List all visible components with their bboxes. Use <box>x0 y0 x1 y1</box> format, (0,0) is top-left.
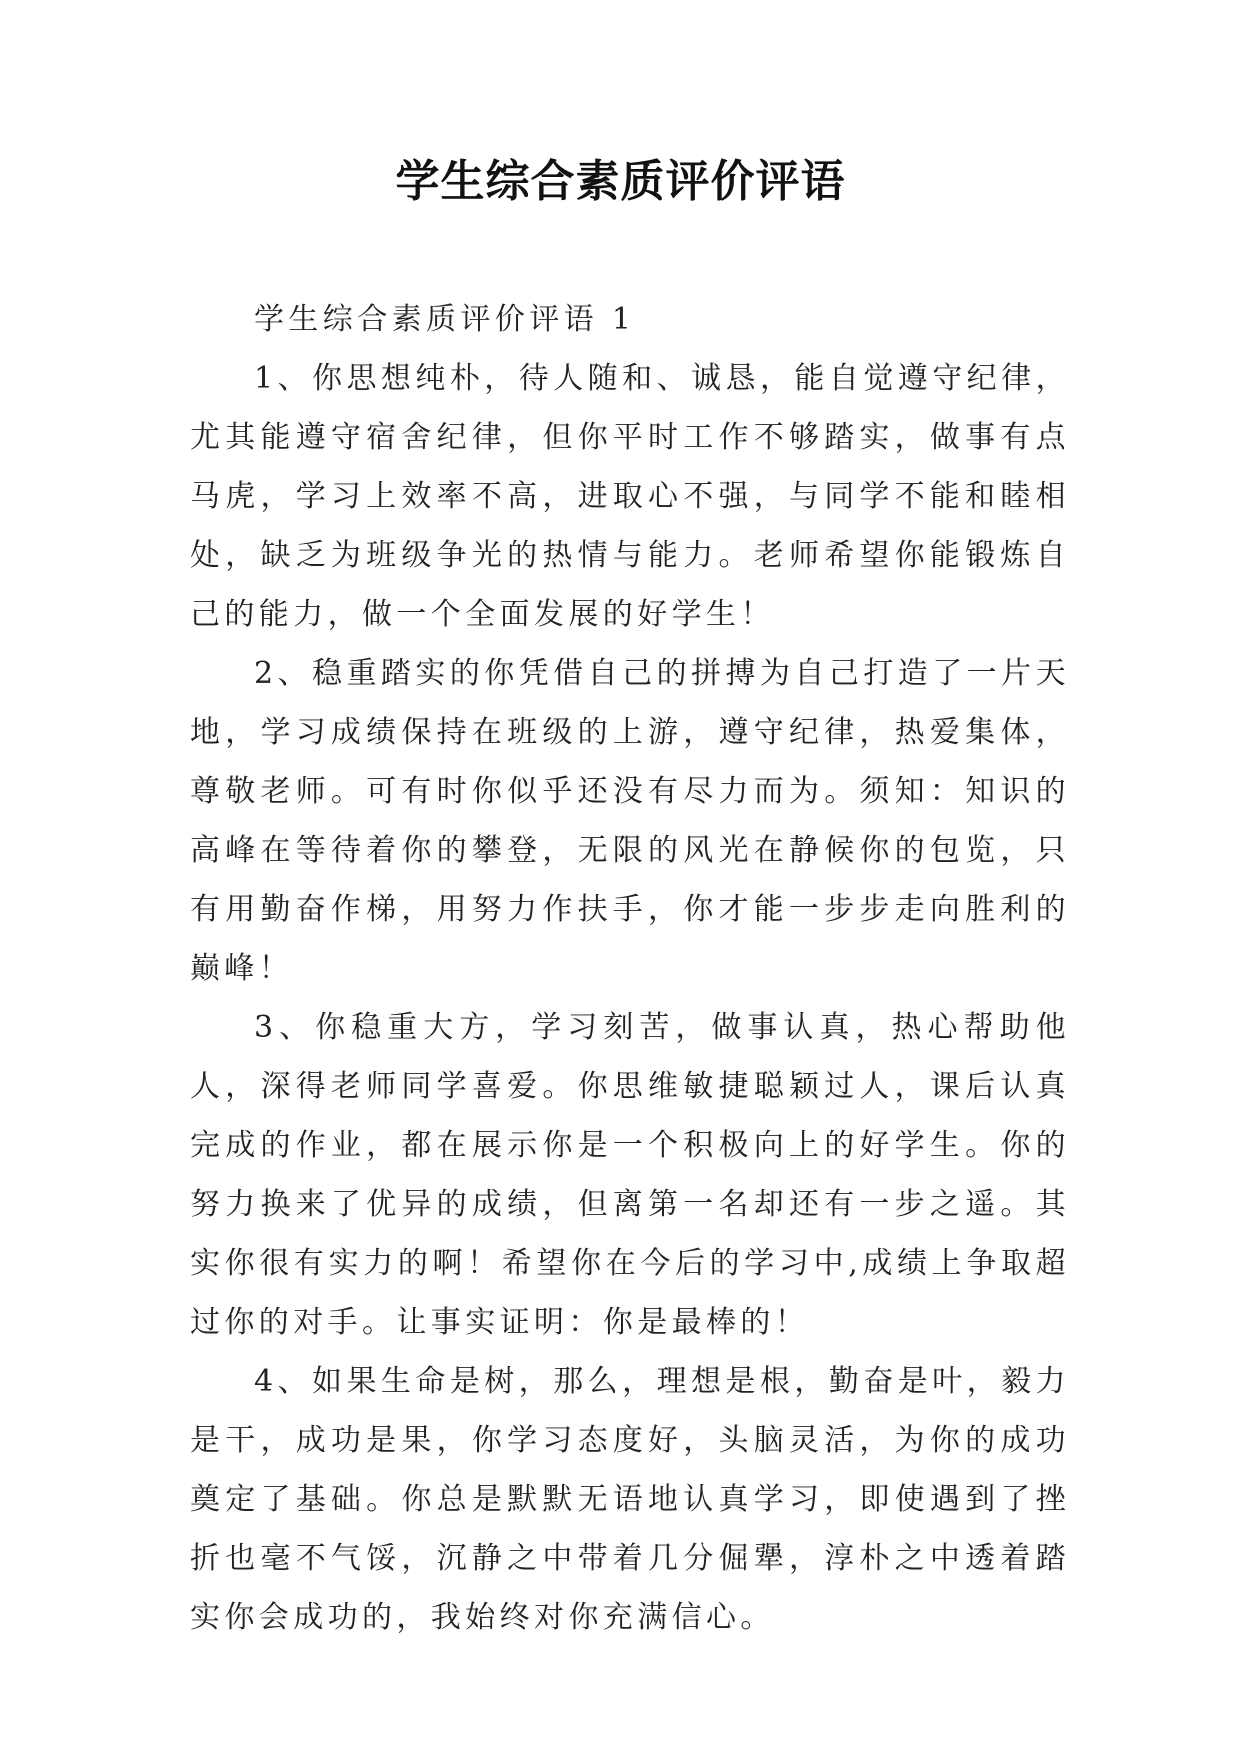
section-heading: 学生综合素质评价评语 1 <box>254 302 636 337</box>
document-title: 学生综合素质评价评语 <box>395 156 846 207</box>
paragraph-2: 2、稳重踏实的你凭借自己的拼搏为自己打造了一片天地，学习成绩保持在班级的上游，遵守纪律，热爱集体，尊敬老师。可有时你似乎还没有尽力而为。须知：知识的高峰在等待着你的攀登，无限的风光在静候你的包览，只有用勤奋作梯，用努力作扶手，你才能一步步走向胜利的巅峰！ <box>190 656 1070 986</box>
document-body <box>190 290 1070 1647</box>
paragraph-4: 4、如果生命是树，那么，理想是根，勤奋是叶，毅力是干，成功是果，你学习态度好，头脑灵活，为你的成功奠定了基础。你总是默默无语地认真学习，即使遇到了挫折也毫不气馁，沉静之中带着几分倔犟，淳朴之中透着踏实你会成功的，我始终对你充满信心。 <box>190 1364 1070 1635</box>
paragraph-3: 3、你稳重大方，学习刻苦，做事认真，热心帮助他人，深得老师同学喜爱。你思维敏捷聪颖过人，课后认真完成的作业，都在展示你是一个积极向上的好学生。你的努力换来了优异的成绩，但离第一名却还有一步之遥。其实你很有实力的啊！希望你在今后的学习中,成绩上争取超过你的对手。让事实证明：你是最棒的！ <box>190 1010 1070 1340</box>
paragraph-1: 1、你思想纯朴，待人随和、诚恳，能自觉遵守纪律，尤其能遵守宿舍纪律，但你平时工作不够踏实，做事有点马虎，学习上效率不高，进取心不强，与同学不能和睦相处，缺乏为班级争光的热情与能力。老师希望你能锻炼自己的能力，做一个全面发展的好学生！ <box>190 361 1070 632</box>
